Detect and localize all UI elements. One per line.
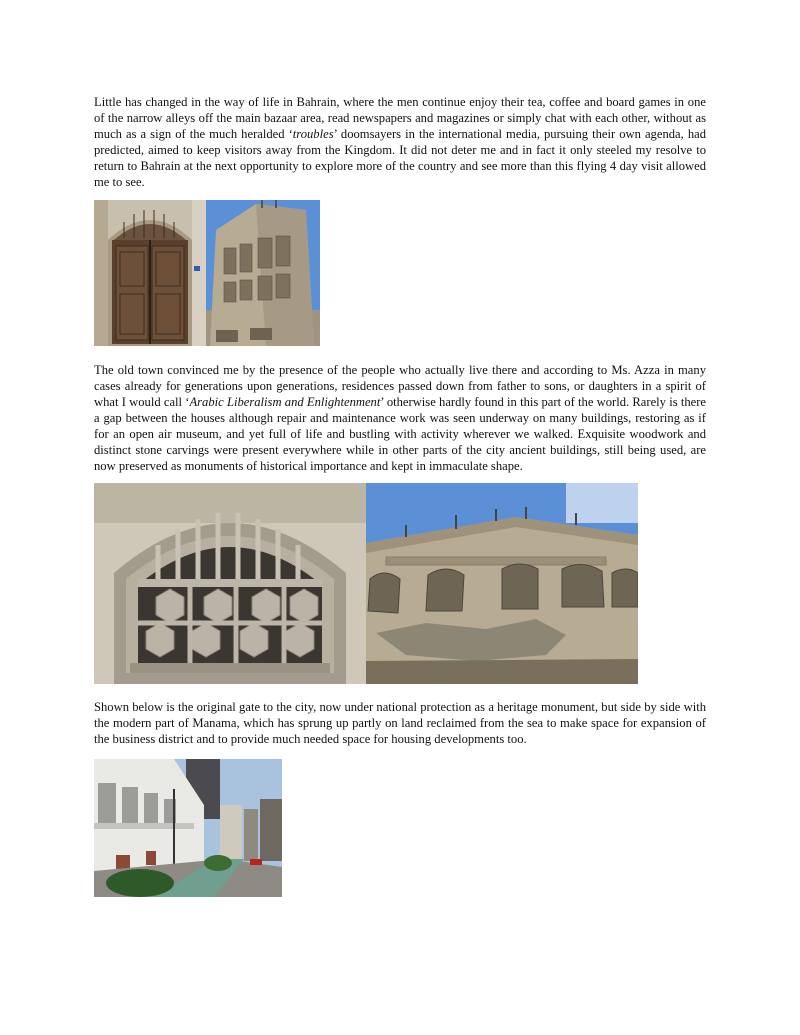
photo-lattice-tower — [206, 200, 320, 346]
photo-facade-lattice-windows — [366, 483, 638, 684]
paragraph-2-text-b: ’ otherwise hardly found in this part of the world. Rarely is there a gap between the houses although repair and maintenance work was seen underway on many buildings, restoring as if for an open air museum, and yet full of life and bustling with activity wherever we walked. Exquisite woodwork and distinct stone carvings were present everywhere while in other parts of the city ancient buildings, still being used, are now preserved as monuments of historical importance and kept in immaculate shape. — [94, 395, 707, 473]
paragraph-3-text: Shown below is the original gate to the city, now under national protection as a heritage monument, but side by side with the modern part of Manama, which has sprung up partly on land reclaimed from the sea to make space for expansion of the business district and to provide much needed space for housing developments too. — [94, 700, 706, 746]
paragraph-3 — [94, 699, 706, 747]
paragraph-2 — [94, 362, 706, 474]
paragraph-1-text-b: ’ doomsayers in the international media, pursuing their own agenda, had predicted, aimed to keep visitors away from the Kingdom. It did not deter me and in fact it only steeled my resolve to return to Bahrain at the next opportunity to explore more of the country and see more than this flying 4 day visit allowed me to see. — [94, 127, 706, 189]
paragraph-1-emphasis: troubles — [292, 127, 334, 141]
paragraph-2-text-a: The old town convinced me by the presence of the people who actually live there and according to Ms. Azza in many cases already for generations upon generations, residences passed down from father to sons, or daughters in a spirit of what I would call ‘ — [94, 363, 706, 409]
paragraph-1-text-a: Little has changed in the way of life in Bahrain, where the men continue enjoy their tea, coffee and board games in one of the narrow alleys off the main bazaar area, read newspapers and magazines or simply chat with each other, without as much as a sign of the much heralded ‘ — [94, 95, 706, 141]
photo-modern-street — [94, 759, 282, 897]
paragraph-1 — [94, 94, 706, 190]
paragraph-2-emphasis: Arabic Liberalism and Enlightenment — [189, 395, 381, 409]
photo-arched-stone-window — [94, 483, 366, 684]
photo-carved-door — [94, 200, 206, 346]
